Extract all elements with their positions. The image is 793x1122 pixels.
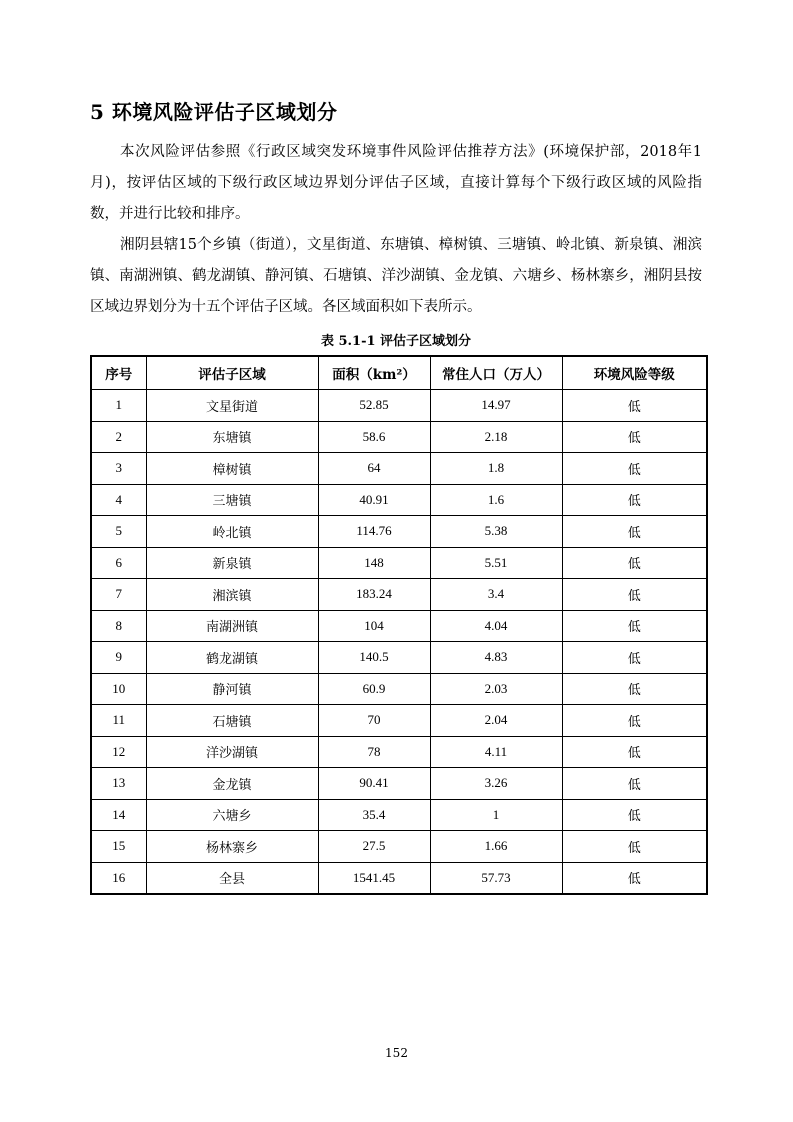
risk-level-cell: 低 [562, 579, 707, 611]
table-caption: 表 5.1-1 评估子区域划分 [320, 334, 472, 349]
risk-level-cell: 低 [562, 547, 707, 579]
table-row [91, 421, 707, 453]
table-header-row [91, 356, 707, 390]
region-cell: 湘滨镇 [146, 579, 318, 611]
table-row [91, 390, 707, 422]
serial-cell: 4 [91, 484, 146, 516]
region-cell: 杨林寨乡 [146, 831, 318, 863]
region-cell: 六塘乡 [146, 799, 318, 831]
risk-level-cell: 低 [562, 705, 707, 737]
serial-cell: 2 [91, 421, 146, 453]
risk-level-cell: 低 [562, 610, 707, 642]
region-cell: 石塘镇 [146, 705, 318, 737]
area-cell: 1541.45 [318, 862, 430, 894]
region-cell: 金龙镇 [146, 768, 318, 800]
risk-level-cell: 低 [562, 862, 707, 894]
region-cell: 樟树镇 [146, 453, 318, 485]
area-cell: 60.9 [318, 673, 430, 705]
population-cell: 1 [430, 799, 562, 831]
region-cell: 东塘镇 [146, 421, 318, 453]
area-cell: 40.91 [318, 484, 430, 516]
risk-level-cell: 低 [562, 768, 707, 800]
region-cell: 全县 [146, 862, 318, 894]
risk-level-cell: 低 [562, 453, 707, 485]
region-cell: 岭北镇 [146, 516, 318, 548]
table-row [91, 705, 707, 737]
serial-cell: 9 [91, 642, 146, 674]
population-cell: 4.11 [430, 736, 562, 768]
serial-cell: 3 [91, 453, 146, 485]
area-cell: 148 [318, 547, 430, 579]
table-row [91, 673, 707, 705]
area-cell: 52.85 [318, 390, 430, 422]
region-cell: 文星街道 [146, 390, 318, 422]
serial-cell: 14 [91, 799, 146, 831]
area-cell: 183.24 [318, 579, 430, 611]
header-risk-level: 环境风险等级 [562, 356, 707, 390]
area-cell: 70 [318, 705, 430, 737]
serial-cell: 6 [91, 547, 146, 579]
serial-cell: 7 [91, 579, 146, 611]
risk-level-cell: 低 [562, 736, 707, 768]
risk-level-cell: 低 [562, 421, 707, 453]
serial-cell: 15 [91, 831, 146, 863]
serial-cell: 8 [91, 610, 146, 642]
risk-level-cell: 低 [562, 484, 707, 516]
region-cell: 鹤龙湖镇 [146, 642, 318, 674]
serial-cell: 12 [91, 736, 146, 768]
intro-paragraph: 本次风险评估参照《行政区域突发环境事件风险评估推荐方法》(环境保护部，2018年1月)，按评估区域的下级行政区域边界划分评估子区域，直接计算每个下级行政区域的风险指数，并进行比较和排序。 [90, 144, 702, 222]
population-cell: 5.51 [430, 547, 562, 579]
header-region: 评估子区域 [146, 356, 318, 390]
risk-level-cell: 低 [562, 831, 707, 863]
area-cell: 140.5 [318, 642, 430, 674]
area-cell: 78 [318, 736, 430, 768]
population-cell: 2.04 [430, 705, 562, 737]
region-table [90, 355, 708, 895]
population-cell: 4.04 [430, 610, 562, 642]
header-serial: 序号 [91, 356, 146, 390]
region-cell: 静河镇 [146, 673, 318, 705]
table-row [91, 799, 707, 831]
population-cell: 1.6 [430, 484, 562, 516]
table-row [91, 453, 707, 485]
page-number: 152 [385, 1046, 408, 1060]
header-area: 面积（km²） [318, 356, 430, 390]
population-cell: 3.4 [430, 579, 562, 611]
risk-level-cell: 低 [562, 642, 707, 674]
township-paragraph: 湘阴县辖15个乡镇（街道），文星街道、东塘镇、樟树镇、三塘镇、岭北镇、新泉镇、湘滨镇、南湖洲镇、鹤龙湖镇、静河镇、石塘镇、洋沙湖镇、金龙镇、六塘乡、杨林寨乡，湘阴县按区域边界划分为十五个评估子区域。各区域面积如下表所示。 [90, 237, 702, 315]
serial-cell: 10 [91, 673, 146, 705]
table-row [91, 642, 707, 674]
table-row [91, 516, 707, 548]
population-cell: 1.66 [430, 831, 562, 863]
table-row [91, 610, 707, 642]
area-cell: 90.41 [318, 768, 430, 800]
table-row [91, 547, 707, 579]
table-row [91, 579, 707, 611]
area-cell: 27.5 [318, 831, 430, 863]
risk-level-cell: 低 [562, 799, 707, 831]
region-cell: 南湖洲镇 [146, 610, 318, 642]
region-cell: 洋沙湖镇 [146, 736, 318, 768]
table-row [91, 862, 707, 894]
population-cell: 4.83 [430, 642, 562, 674]
table-row [91, 831, 707, 863]
population-cell: 2.03 [430, 673, 562, 705]
population-cell: 5.38 [430, 516, 562, 548]
region-cell: 新泉镇 [146, 547, 318, 579]
table-row [91, 484, 707, 516]
serial-cell: 16 [91, 862, 146, 894]
table-row [91, 736, 707, 768]
population-cell: 57.73 [430, 862, 562, 894]
area-cell: 104 [318, 610, 430, 642]
risk-level-cell: 低 [562, 516, 707, 548]
serial-cell: 13 [91, 768, 146, 800]
region-cell: 三塘镇 [146, 484, 318, 516]
population-cell: 3.26 [430, 768, 562, 800]
area-cell: 64 [318, 453, 430, 485]
serial-cell: 11 [91, 705, 146, 737]
table-body [91, 390, 707, 895]
section-heading: 5 环境风险评估子区域划分 [90, 100, 338, 124]
population-cell: 1.8 [430, 453, 562, 485]
serial-cell: 1 [91, 390, 146, 422]
table-row [91, 768, 707, 800]
header-population: 常住人口（万人） [430, 356, 562, 390]
area-cell: 35.4 [318, 799, 430, 831]
risk-level-cell: 低 [562, 673, 707, 705]
population-cell: 14.97 [430, 390, 562, 422]
area-cell: 58.6 [318, 421, 430, 453]
risk-level-cell: 低 [562, 390, 707, 422]
serial-cell: 5 [91, 516, 146, 548]
population-cell: 2.18 [430, 421, 562, 453]
area-cell: 114.76 [318, 516, 430, 548]
